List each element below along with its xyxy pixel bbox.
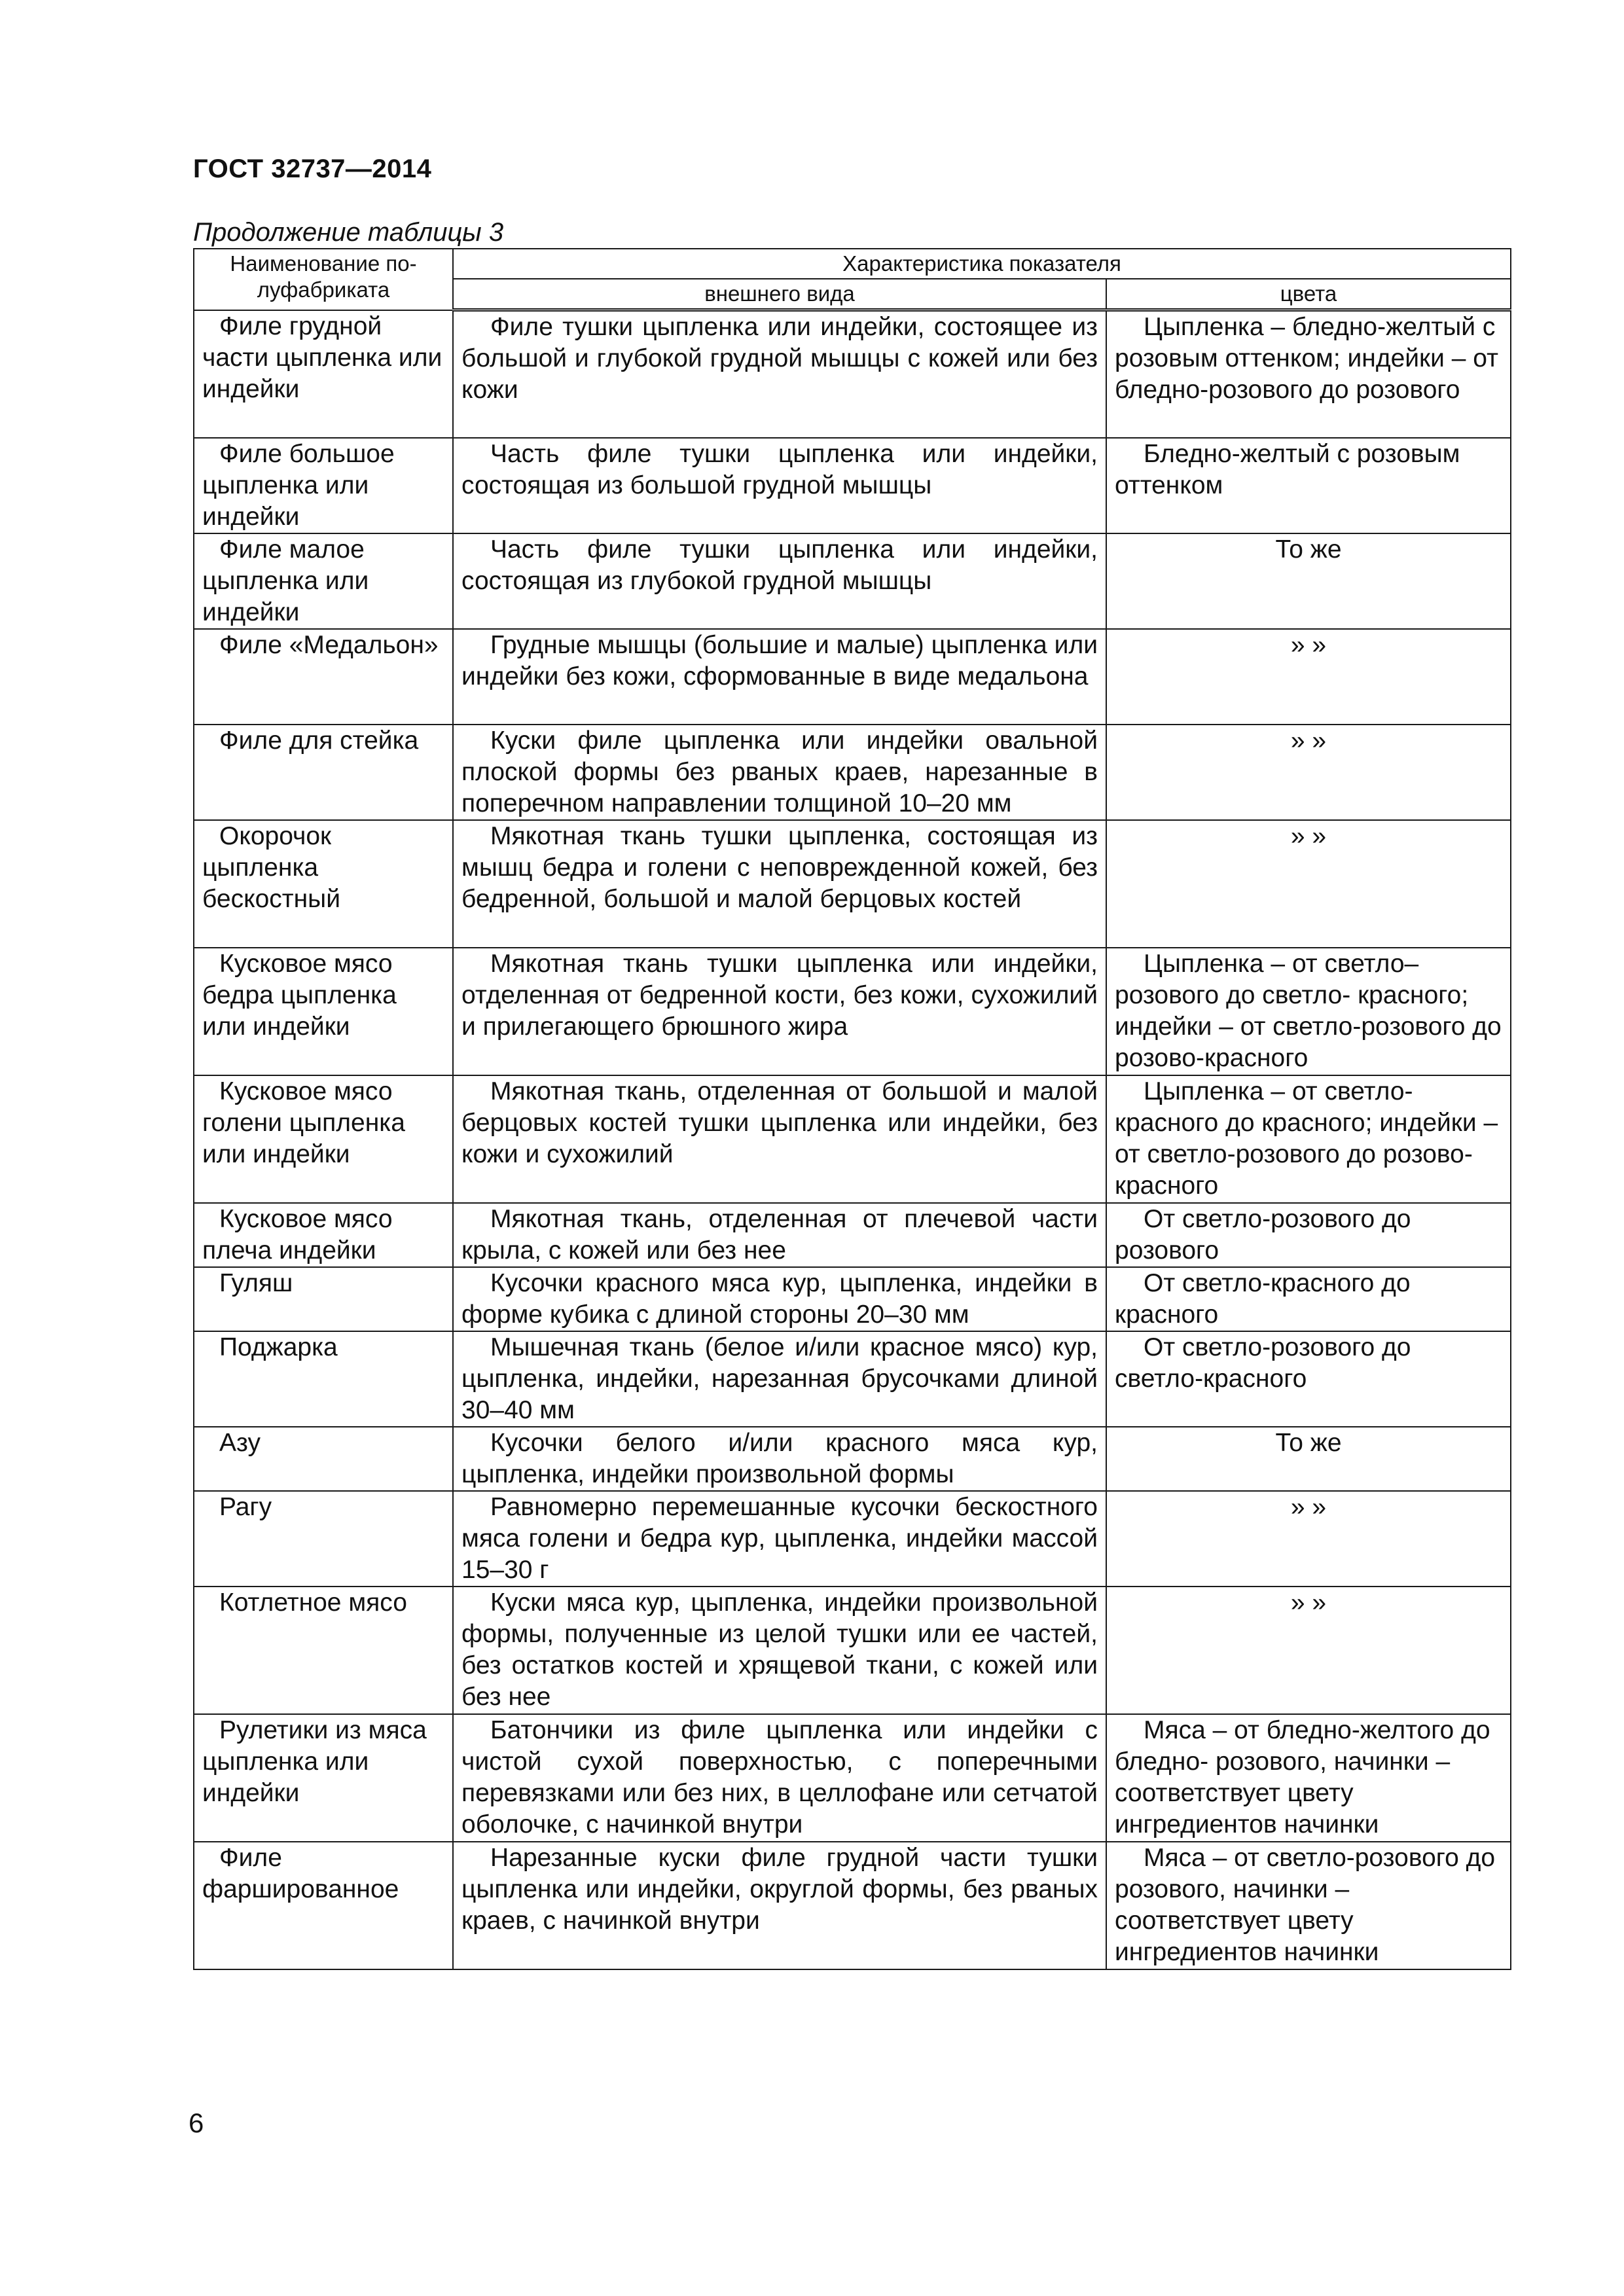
table-row: [194, 1842, 1511, 1969]
product-name: Филе грудной части цыпленка или индейки: [194, 310, 453, 438]
table-row: [194, 1587, 1511, 1714]
table-row: [194, 533, 1511, 629]
table-row: [194, 725, 1511, 820]
color-description: Цыпленка – бледно-желтый с розовым оттенком; индейки – от бледно-розового до розового: [1106, 310, 1511, 438]
appearance-description: Кусочки красного мяса кур, цыпленка, индейки в форме кубика с длиной стороны 20–30 мм: [453, 1267, 1106, 1331]
header-product-name: Наименование по- луфабриката: [194, 249, 453, 310]
product-name: Поджарка: [194, 1331, 453, 1427]
product-name: Филе для стейка: [194, 725, 453, 820]
appearance-description: Кусочки белого и/или красного мяса кур, цыпленка, индейки произвольной формы: [453, 1427, 1106, 1491]
document-header: ГОСТ 32737—2014: [193, 154, 432, 183]
color-description: » »: [1106, 1491, 1511, 1587]
appearance-description: Часть филе тушки цыпленка или индейки, состоящая из глубокой грудной мышцы: [453, 533, 1106, 629]
characteristics-table: [193, 248, 1511, 1970]
product-name: Рагу: [194, 1491, 453, 1587]
table-row: [194, 310, 1511, 438]
color-description: Цыпленка – от светло–розового до светло- красного; индейки – от светло-розового до розово-красного: [1106, 948, 1511, 1075]
table-row: [194, 629, 1511, 725]
appearance-description: Куски филе цыпленка или индейки овальной плоской формы без рваных краев, нарезанные в поперечном направлении толщиной 10–20 мм: [453, 725, 1106, 820]
product-name: Филе «Медальон»: [194, 629, 453, 725]
product-name: Филе фаршированное: [194, 1842, 453, 1969]
header-color: цвета: [1106, 279, 1511, 310]
color-description: Мяса – от бледно-желтого до бледно- розового, начинки – соответствует цвету ингредиентов начинки: [1106, 1714, 1511, 1842]
color-description: От светло-розового до светло-красного: [1106, 1331, 1511, 1427]
header-characteristic: Характеристика показателя: [453, 249, 1511, 279]
color-description: » »: [1106, 820, 1511, 948]
color-description: » »: [1106, 725, 1511, 820]
appearance-description: Филе тушки цыпленка или индейки, состоящее из большой и глубокой грудной мышцы с кожей или без кожи: [453, 310, 1106, 438]
appearance-description: Мышечная ткань (белое и/или красное мясо) кур, цыпленка, индейки, нарезанная брусочками длиной 30–40 мм: [453, 1331, 1106, 1427]
page-number: 6: [189, 2108, 204, 2138]
table-row: [194, 1075, 1511, 1203]
product-name: Кусковое мясо бедра цыпленка или индейки: [194, 948, 453, 1075]
appearance-description: Куски мяса кур, цыпленка, индейки произвольной формы, полученные из целой тушки или ее частей, без остатков костей и хрящевой ткани, с кожей или без нее: [453, 1587, 1106, 1714]
product-name: Рулетики из мяса цыпленка или индейки: [194, 1714, 453, 1842]
table-row: [194, 1714, 1511, 1842]
color-description: То же: [1106, 1427, 1511, 1491]
product-name: Филе большое цыпленка или индейки: [194, 438, 453, 533]
color-description: Бледно-желтый с розовым оттенком: [1106, 438, 1511, 533]
product-name: Котлетное мясо: [194, 1587, 453, 1714]
color-description: То же: [1106, 533, 1511, 629]
appearance-description: Мякотная ткань, отделенная от плечевой части крыла, с кожей или без нее: [453, 1203, 1106, 1267]
appearance-description: Мякотная ткань тушки цыпленка, состоящая из мышц бедра и голени с неповрежденной кожей, без бедренной, большой и малой берцовых костей: [453, 820, 1106, 948]
appearance-description: Мякотная ткань, отделенная от большой и малой берцовых костей тушки цыпленка или индейки, без кожи и сухожилий: [453, 1075, 1106, 1203]
table-row: [194, 1491, 1511, 1587]
color-description: От светло-красного до красного: [1106, 1267, 1511, 1331]
table-row: [194, 1331, 1511, 1427]
color-description: Мяса – от светло-розового до розового, начинки – соответствует цвету ингредиентов начинки: [1106, 1842, 1511, 1969]
table-row: [194, 1427, 1511, 1491]
table-row: [194, 1203, 1511, 1267]
product-name: Гуляш: [194, 1267, 453, 1331]
product-name: Филе малое цыпленка или индейки: [194, 533, 453, 629]
product-name: Кусковое мясо голени цыпленка или индейки: [194, 1075, 453, 1203]
color-description: » »: [1106, 1587, 1511, 1714]
color-description: » »: [1106, 629, 1511, 725]
color-description: Цыпленка – от светло-красного до красного; индейки – от светло-розового до розово-красного: [1106, 1075, 1511, 1203]
color-description: От светло-розового до розового: [1106, 1203, 1511, 1267]
table-row: [194, 1267, 1511, 1331]
product-name: Окорочок цыпленка бескостный: [194, 820, 453, 948]
table-row: [194, 438, 1511, 533]
header-appearance: внешнего вида: [453, 279, 1106, 310]
appearance-description: Грудные мышцы (большие и малые) цыпленка или индейки без кожи, сформованные в виде медальона: [453, 629, 1106, 725]
table-row: [194, 820, 1511, 948]
appearance-description: Мякотная ткань тушки цыпленка или индейки, отделенная от бедренной кости, без кожи, сухожилий и прилегающего брюшного жира: [453, 948, 1106, 1075]
appearance-description: Батончики из филе цыпленка или индейки с чистой сухой поверхностью, с поперечными перевязками или без них, в целлофане или сетчатой оболочке, с начинкой внутри: [453, 1714, 1106, 1842]
appearance-description: Часть филе тушки цыпленка или индейки, состоящая из большой грудной мышцы: [453, 438, 1106, 533]
appearance-description: Нарезанные куски филе грудной части тушки цыпленка или индейки, округлой формы, без рваных краев, с начинкой внутри: [453, 1842, 1106, 1969]
product-name: Кусковое мясо плеча индейки: [194, 1203, 453, 1267]
appearance-description: Равномерно перемешанные кусочки бескостного мяса голени и бедра кур, цыпленка, индейки массой 15–30 г: [453, 1491, 1106, 1587]
table-caption: Продолжение таблицы 3: [193, 218, 504, 247]
product-name: Азу: [194, 1427, 453, 1491]
table-row: [194, 948, 1511, 1075]
